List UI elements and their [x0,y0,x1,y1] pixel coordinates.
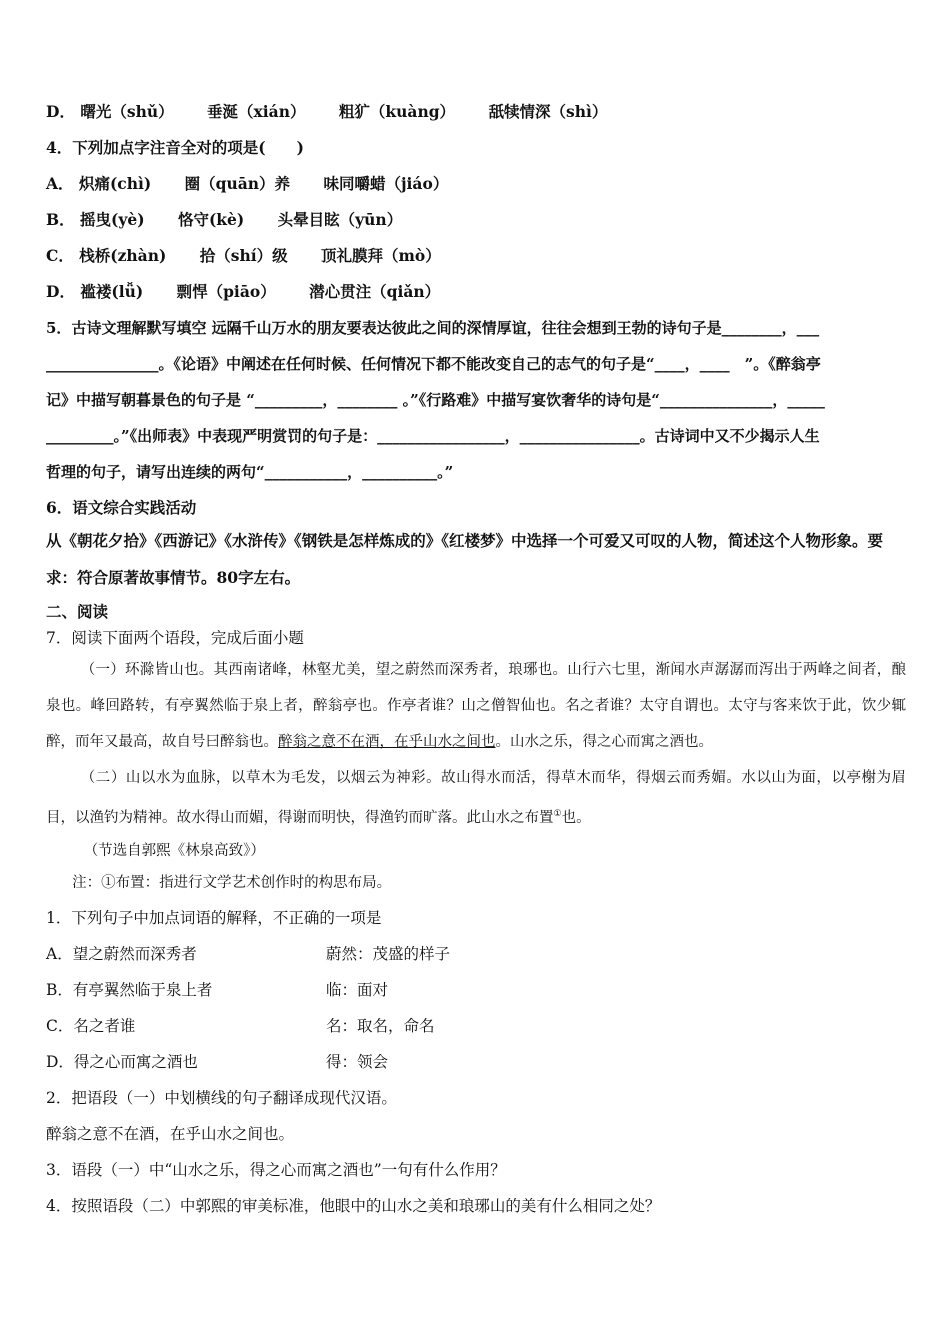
q4-a-opt-1: 炽痛(chì) [78,174,152,193]
exam-page [46,96,906,1224]
sub1-d-gloss: 得：领会 [326,1052,389,1071]
q4-b-label: B． [46,210,75,229]
sub1-row-c [46,1008,906,1044]
passage-1-text-end: 。山水之乐，得之心而寓之酒也。 [495,734,713,750]
q3-d-opt-2: 垂涎（xián） [207,102,306,121]
sub1-b-sentence: B．有亭翼然临于泉上者 [46,980,213,999]
q4-d-opt-1: 褴褛(lǚ) [80,282,144,301]
q4-option-a [46,166,906,202]
sub2-stem: 2．把语段（一）中划横线的句子翻译成现代汉语。 [46,1088,397,1107]
q4-d-opt-2: 剽悍（piāo） [176,282,276,301]
q4-c-opt-1: 栈桥(zhàn) [79,246,167,265]
q4-b-opt-1: 摇曳(yè) [80,210,145,229]
passage-2 [46,760,906,836]
q3-d-label: D． [46,102,75,121]
q4-a-opt-3: 味同嚼蜡（jiáo） [323,174,449,193]
q4-option-d [46,274,906,310]
q4-b-opt-2: 恪守(kè) [177,210,245,229]
q4-c-opt-2: 拾（shí）级 [199,246,288,265]
q4-c-label: C． [46,246,74,265]
sub1-c-gloss: 名：取名，命名 [326,1016,435,1035]
q5-num: 5． [46,319,72,337]
sub1-b-gloss: 临：面对 [326,980,389,999]
q3-d-opt-4: 舐犊情深（shì） [488,102,608,121]
q4-c-opt-3: 顶礼膜拜（mò） [321,246,441,265]
passage-1-underlined: 醉翁之意不在酒，在乎山水之间也 [278,734,496,750]
q3-option-d [46,94,906,130]
q4-d-label: D． [46,282,75,301]
q3-d-opt-3: 粗犷（kuàng） [338,102,456,121]
q4-b-opt-3: 头晕目眩（yūn） [277,210,403,229]
passage-2-text: （二）山以水为血脉，以草木为毛发，以烟云为神彩。故山得水而活，得草木而华，得烟云而秀媚。水以山为面，以亭榭为眉目，以渔钓为精神。故水得山而媚，得谢而明快，得渔钓而旷落。此山水之布置 [46,770,906,826]
q6-body: 从《朝花夕拾》《西游记》《水浒传》《钢铁是怎样炼成的》《红楼梦》中选择一个可爱又可叹的人物，简述这个人物形象。要求：符合原著故事情节。80字左右。 [46,531,884,587]
passage-source: （节选自郭熙《林泉高致》） [83,842,265,859]
sub1-c-sentence: C．名之者谁 [46,1016,136,1035]
sub1-row-a [46,936,906,972]
q4-option-b [46,202,906,238]
footnote-marker: ① [553,809,562,819]
sub1-stem: 1．下列句子中加点词语的解释，不正确的一项是 [46,908,382,927]
q4-stem: 4．下列加点字注音全对的项是( ) [46,138,304,157]
sub1-row-b [46,972,906,1008]
q5-line-1 [46,310,906,346]
sub1-row-d [46,1044,906,1080]
sub3-stem: 3．语段（一）中“山水之乐，得之心而寓之酒也”一句有什么作用？ [46,1160,506,1179]
passage-1 [46,652,906,760]
sub1-d-sentence: D．得之心而寓之酒也 [46,1052,198,1071]
footnote: 注：①布置：指进行文学艺术创作时的构思布局。 [72,874,392,891]
passage-2-text-end: 也。 [561,809,591,826]
q6-title: 6．语文综合实践活动 [46,498,197,517]
q7-stem: 7．阅读下面两个语段，完成后面小题 [46,629,304,647]
sub1-a-gloss: 蔚然：茂盛的样子 [326,944,451,963]
q5-line-5: 哲理的句子，请写出连续的两句“___________，__________。” [46,463,454,481]
passage-1-text: （一）环滁皆山也。其西南诸峰，林壑尤美，望之蔚然而深秀者，琅琊也。山行六七里，渐闻水声潺潺而泻出于两峰之间者，酿泉也。峰回路转，有亭翼然临于泉上者，醉翁亭也。作亭者谁？山之僧智仙也。名之者谁？太守自谓也。太守与客来饮于此，饮少辄醉，而年又最高，故自号曰醉翁也。 [46,662,906,750]
q4-option-c [46,238,906,274]
q4-a-label: A． [46,174,74,193]
sub2-sentence: 醉翁之意不在酒，在乎山水之间也。 [46,1124,295,1143]
q5-text-1: 古诗文理解默写填空 远隔千山万水的朋友要表达彼此之间的深情厚谊，往往会想到王勃的诗句子是________，___ [71,319,820,337]
sub1-a-sentence: A．望之蔚然而深秀者 [46,944,197,963]
section-2-title: 二、阅读 [46,602,109,621]
q3-d-opt-1: 曙光（shǔ） [80,102,174,121]
q5-line-2: _______________。《论语》中阐述在任何时候、任何情况下都不能改变自己的志气的句子是“____，____ ”。《醉翁亭 [46,355,821,373]
q5-line-4: _________。”《出师表》中表现严明赏罚的句子是：_________________，________________。古诗词中又不少揭示人生 [46,427,820,445]
q4-a-opt-2: 圈（quān）养 [184,174,291,193]
q5-line-3: 记》中描写朝暮景色的句子是 “_________，________ 。”《行路难》中描写宴饮奢华的诗句是“_______________，_____ [46,391,825,409]
q4-d-opt-3: 潜心贯注（qiǎn） [309,282,441,301]
sub4-stem: 4．按照语段（二）中郭熙的审美标准，他眼中的山水之美和琅琊山的美有什么相同之处？ [46,1196,661,1215]
